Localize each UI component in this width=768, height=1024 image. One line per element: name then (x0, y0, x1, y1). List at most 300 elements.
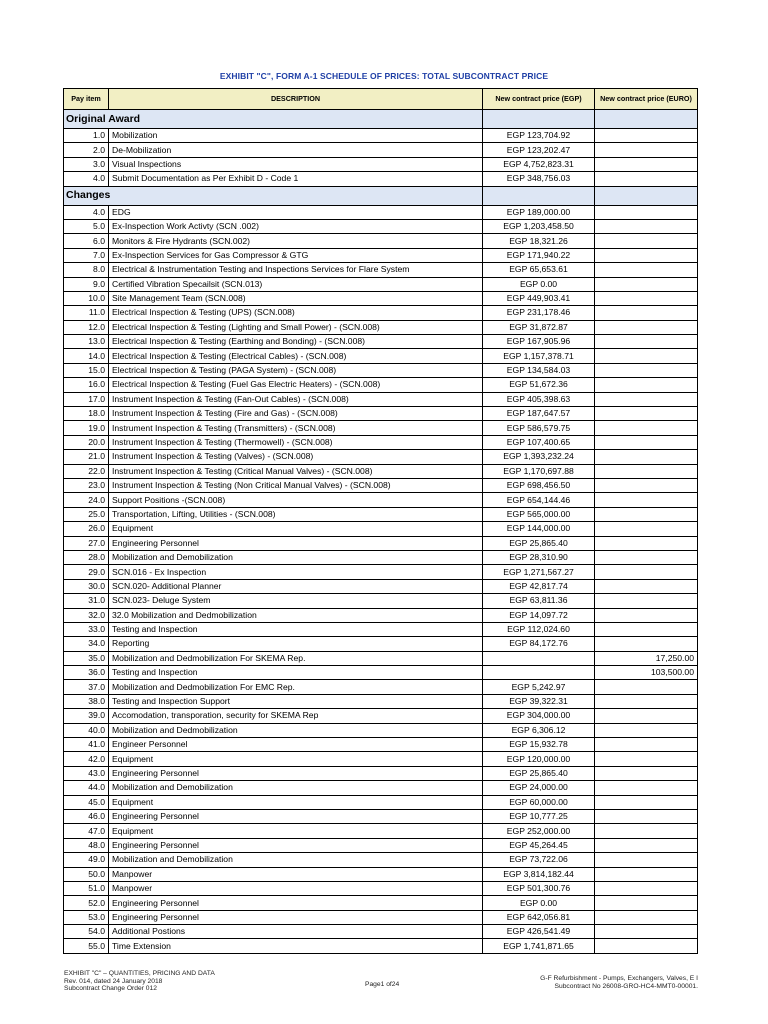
egp-price-cell: EGP 39,322.31 (483, 694, 595, 708)
egp-price-cell: EGP 304,000.00 (483, 709, 595, 723)
description-cell: Engineering Personnel (109, 896, 483, 910)
euro-price-cell (595, 766, 698, 780)
pay-item-cell: 19.0 (64, 421, 109, 435)
euro-price-cell (595, 824, 698, 838)
egp-price-cell: EGP 14,097.72 (483, 608, 595, 622)
euro-price-cell (595, 335, 698, 349)
euro-price-cell (595, 896, 698, 910)
table-row (64, 277, 698, 291)
footer-left (64, 970, 215, 993)
egp-price-cell: EGP 1,170,697.88 (483, 464, 595, 478)
table-row (64, 853, 698, 867)
pay-item-cell: 6.0 (64, 234, 109, 248)
egp-price-cell: EGP 112,024.60 (483, 622, 595, 636)
egp-price-cell: EGP 144,000.00 (483, 522, 595, 536)
table-row (64, 392, 698, 406)
footer-project: G-F Refurbishment - Pumps, Exchangers, Valves, E I (540, 975, 698, 982)
description-cell: Monitors & Fire Hydrants (SCN.002) (109, 234, 483, 248)
pay-item-cell: 34.0 (64, 637, 109, 651)
table-row (64, 795, 698, 809)
egp-price-cell: EGP 134,584.03 (483, 363, 595, 377)
section-label: Original Award (64, 110, 483, 129)
description-cell: Certified Vibration Specailsit (SCN.013) (109, 277, 483, 291)
description-cell: Electrical Inspection & Testing (Lighting and Small Power) - (SCN.008) (109, 320, 483, 334)
pay-item-cell: 36.0 (64, 666, 109, 680)
egp-price-cell: EGP 252,000.00 (483, 824, 595, 838)
description-cell: Electrical & Instrumentation Testing and Inspections Services for Flare System (109, 263, 483, 277)
footer-exhibit: EXHIBIT "C" – QUANTITIES, PRICING AND DATA (64, 970, 215, 977)
table-row (64, 637, 698, 651)
euro-price-cell (595, 925, 698, 939)
pay-item-cell: 35.0 (64, 651, 109, 665)
pay-item-cell: 11.0 (64, 306, 109, 320)
table-row (64, 565, 698, 579)
table-row (64, 594, 698, 608)
pay-item-cell: 21.0 (64, 450, 109, 464)
table-row (64, 867, 698, 881)
egp-price-cell: EGP 42,817.74 (483, 579, 595, 593)
pay-item-cell: 42.0 (64, 752, 109, 766)
pay-item-cell: 55.0 (64, 939, 109, 953)
euro-price-cell (595, 608, 698, 622)
table-row (64, 781, 698, 795)
description-cell: Testing and Inspection Support (109, 694, 483, 708)
pay-item-cell: 50.0 (64, 867, 109, 881)
egp-price-cell: EGP 3,814,182.44 (483, 867, 595, 881)
pay-item-cell: 48.0 (64, 838, 109, 852)
description-cell: Mobilization and Demobilization (109, 853, 483, 867)
table-row (64, 925, 698, 939)
euro-price-cell (595, 320, 698, 334)
pay-item-cell: 26.0 (64, 522, 109, 536)
table-row (64, 335, 698, 349)
egp-price-cell: EGP 4,752,823.31 (483, 157, 595, 171)
pay-item-cell: 20.0 (64, 435, 109, 449)
description-cell: Additional Postions (109, 925, 483, 939)
table-row (64, 248, 698, 262)
table-row (64, 435, 698, 449)
section-header-row (64, 186, 698, 205)
pay-item-cell: 4.0 (64, 172, 109, 186)
euro-price-cell (595, 522, 698, 536)
description-cell: Electrical Inspection & Testing (PAGA System) - (SCN.008) (109, 363, 483, 377)
table-row (64, 694, 698, 708)
description-cell: Ex-Inspection Work Activty (SCN .002) (109, 219, 483, 233)
footer-subcontract-no: Subcontract No 26008-GRO-HC4-MMT0-00001. (554, 982, 698, 990)
egp-price-cell: EGP 18,321.26 (483, 234, 595, 248)
egp-price-cell: EGP 5,242.97 (483, 680, 595, 694)
table-row (64, 896, 698, 910)
description-cell: De-Mobilization (109, 143, 483, 157)
table-row (64, 838, 698, 852)
description-cell: Support Positions -(SCN.008) (109, 493, 483, 507)
description-cell: Mobilization and Dedmobilization For EMC Rep. (109, 680, 483, 694)
section-label: Changes (64, 186, 483, 205)
description-cell: Engineering Personnel (109, 809, 483, 823)
pay-item-cell: 5.0 (64, 219, 109, 233)
euro-price-cell (595, 752, 698, 766)
section-euro-cell (595, 110, 698, 129)
egp-price-cell: EGP 123,704.92 (483, 129, 595, 143)
egp-price-cell: EGP 171,940.22 (483, 248, 595, 262)
euro-price-cell (595, 248, 698, 262)
description-cell: Visual Inspections (109, 157, 483, 171)
table-row (64, 507, 698, 521)
description-cell: Manpower (109, 867, 483, 881)
pay-item-cell: 23.0 (64, 478, 109, 492)
description-cell: Equipment (109, 795, 483, 809)
egp-price-cell (483, 651, 595, 665)
table-row (64, 651, 698, 665)
table-row (64, 263, 698, 277)
pay-item-cell: 45.0 (64, 795, 109, 809)
table-row (64, 306, 698, 320)
table-row (64, 205, 698, 219)
euro-price-cell (595, 129, 698, 143)
pay-item-cell: 29.0 (64, 565, 109, 579)
table-row (64, 881, 698, 895)
description-cell: Instrument Inspection & Testing (Transmitters) - (SCN.008) (109, 421, 483, 435)
pay-item-cell: 43.0 (64, 766, 109, 780)
header-description: DESCRIPTION (109, 89, 483, 110)
euro-price-cell (595, 277, 698, 291)
egp-price-cell: EGP 189,000.00 (483, 205, 595, 219)
description-cell: SCN.016 - Ex Inspection (109, 565, 483, 579)
euro-price-cell (595, 939, 698, 953)
egp-price-cell: EGP 348,756.03 (483, 172, 595, 186)
description-cell: Mobilization and Dedmobilization For SKEMA Rep. (109, 651, 483, 665)
description-cell: Site Management Team (SCN.008) (109, 291, 483, 305)
egp-price-cell: EGP 60,000.00 (483, 795, 595, 809)
description-cell: Equipment (109, 824, 483, 838)
pay-item-cell: 13.0 (64, 335, 109, 349)
egp-price-cell: EGP 10,777.25 (483, 809, 595, 823)
description-cell: Instrument Inspection & Testing (Valves) - (SCN.008) (109, 450, 483, 464)
pay-item-cell: 40.0 (64, 723, 109, 737)
pay-item-cell: 24.0 (64, 493, 109, 507)
egp-price-cell: EGP 0.00 (483, 896, 595, 910)
description-cell: Time Extension (109, 939, 483, 953)
table-row (64, 723, 698, 737)
description-cell: Engineering Personnel (109, 536, 483, 550)
table-row (64, 464, 698, 478)
euro-price-cell (595, 157, 698, 171)
pay-item-cell: 17.0 (64, 392, 109, 406)
euro-price-cell (595, 435, 698, 449)
header-pay-item: Pay item (64, 89, 109, 110)
egp-price-cell: EGP 167,905.96 (483, 335, 595, 349)
egp-price-cell: EGP 654,144.46 (483, 493, 595, 507)
egp-price-cell: EGP 642,056.81 (483, 910, 595, 924)
pay-item-cell: 1.0 (64, 129, 109, 143)
table-row (64, 622, 698, 636)
euro-price-cell (595, 349, 698, 363)
table-row (64, 680, 698, 694)
description-cell: Testing and Inspection (109, 622, 483, 636)
description-cell: Engineering Personnel (109, 838, 483, 852)
euro-price-cell (595, 622, 698, 636)
egp-price-cell: EGP 25,865.40 (483, 766, 595, 780)
euro-price-cell (595, 680, 698, 694)
pay-item-cell: 4.0 (64, 205, 109, 219)
pay-item-cell: 51.0 (64, 881, 109, 895)
pay-item-cell: 28.0 (64, 550, 109, 564)
footer-right (540, 975, 698, 990)
pay-item-cell: 9.0 (64, 277, 109, 291)
table-row (64, 421, 698, 435)
euro-price-cell (595, 709, 698, 723)
table-row (64, 522, 698, 536)
table-row (64, 129, 698, 143)
egp-price-cell: EGP 1,157,378.71 (483, 349, 595, 363)
egp-price-cell: EGP 449,903.41 (483, 291, 595, 305)
pay-item-cell: 44.0 (64, 781, 109, 795)
euro-price-cell (595, 378, 698, 392)
table-row (64, 550, 698, 564)
euro-price-cell (595, 363, 698, 377)
egp-price-cell: EGP 84,172.76 (483, 637, 595, 651)
egp-price-cell (483, 666, 595, 680)
table-row (64, 579, 698, 593)
euro-price-cell (595, 219, 698, 233)
table-row (64, 766, 698, 780)
euro-price-cell (595, 450, 698, 464)
description-cell: Ex-Inspection Services for Gas Compressor & GTG (109, 248, 483, 262)
description-cell: SCN.020- Additional Planner (109, 579, 483, 593)
description-cell: Instrument Inspection & Testing (Fan-Out Cables) - (SCN.008) (109, 392, 483, 406)
egp-price-cell: EGP 51,672.36 (483, 378, 595, 392)
egp-price-cell: EGP 231,178.46 (483, 306, 595, 320)
pay-item-cell: 53.0 (64, 910, 109, 924)
description-cell: Mobilization and Demobilization (109, 550, 483, 564)
pay-item-cell: 41.0 (64, 738, 109, 752)
pay-item-cell: 7.0 (64, 248, 109, 262)
pay-item-cell: 12.0 (64, 320, 109, 334)
egp-price-cell: EGP 6,306.12 (483, 723, 595, 737)
description-cell: Electrical Inspection & Testing (Fuel Gas Electric Heaters) - (SCN.008) (109, 378, 483, 392)
euro-price-cell (595, 306, 698, 320)
table-row (64, 172, 698, 186)
euro-price-cell: 17,250.00 (595, 651, 698, 665)
table-row (64, 378, 698, 392)
egp-price-cell: EGP 1,203,458.50 (483, 219, 595, 233)
euro-price-cell (595, 637, 698, 651)
egp-price-cell: EGP 65,653.61 (483, 263, 595, 277)
description-cell: Engineering Personnel (109, 910, 483, 924)
egp-price-cell: EGP 24,000.00 (483, 781, 595, 795)
description-cell: Electrical Inspection & Testing (UPS) (SCN.008) (109, 306, 483, 320)
pay-item-cell: 2.0 (64, 143, 109, 157)
euro-price-cell (595, 781, 698, 795)
description-cell: Engineer Personnel (109, 738, 483, 752)
euro-price-cell (595, 579, 698, 593)
euro-price-cell (595, 723, 698, 737)
description-cell: Mobilization and Demobilization (109, 781, 483, 795)
table-row (64, 478, 698, 492)
euro-price-cell (595, 263, 698, 277)
pay-item-cell: 18.0 (64, 407, 109, 421)
table-row (64, 450, 698, 464)
description-cell: Electrical Inspection & Testing (Earthing and Bonding) - (SCN.008) (109, 335, 483, 349)
table-row (64, 824, 698, 838)
pay-item-cell: 52.0 (64, 896, 109, 910)
description-cell: Mobilization and Dedmobilization (109, 723, 483, 737)
table-row (64, 291, 698, 305)
section-egp-cell (483, 110, 595, 129)
euro-price-cell (595, 143, 698, 157)
table-row (64, 709, 698, 723)
table-row (64, 910, 698, 924)
description-cell: Mobilization (109, 129, 483, 143)
egp-price-cell: EGP 1,393,232.24 (483, 450, 595, 464)
euro-price-cell (595, 493, 698, 507)
page-title: EXHIBIT "C", FORM A-1 SCHEDULE OF PRICES: TOTAL SUBCONTRACT PRICE (219, 71, 549, 81)
pay-item-cell: 10.0 (64, 291, 109, 305)
euro-price-cell (595, 738, 698, 752)
egp-price-cell: EGP 405,398.63 (483, 392, 595, 406)
egp-price-cell: EGP 187,647.57 (483, 407, 595, 421)
table-row (64, 608, 698, 622)
table-row (64, 157, 698, 171)
euro-price-cell (595, 172, 698, 186)
table-row (64, 493, 698, 507)
schedule-of-prices-table (63, 88, 698, 954)
egp-price-cell: EGP 15,932.78 (483, 738, 595, 752)
pay-item-cell: 38.0 (64, 694, 109, 708)
euro-price-cell (595, 910, 698, 924)
euro-price-cell (595, 478, 698, 492)
table-row (64, 143, 698, 157)
pay-item-cell: 54.0 (64, 925, 109, 939)
euro-price-cell (595, 809, 698, 823)
table-row (64, 349, 698, 363)
egp-price-cell: EGP 25,865.40 (483, 536, 595, 550)
table-row (64, 219, 698, 233)
euro-price-cell (595, 565, 698, 579)
euro-price-cell (595, 838, 698, 852)
euro-price-cell: 103,500.00 (595, 666, 698, 680)
header-egp-price: New contract price (EGP) (483, 89, 595, 110)
euro-price-cell (595, 464, 698, 478)
pay-item-cell: 27.0 (64, 536, 109, 550)
egp-price-cell: EGP 120,000.00 (483, 752, 595, 766)
pay-item-cell: 32.0 (64, 608, 109, 622)
description-cell: Engineering Personnel (109, 766, 483, 780)
description-cell: Instrument Inspection & Testing (Fire and Gas) - (SCN.008) (109, 407, 483, 421)
description-cell: Instrument Inspection & Testing (Non Critical Manual Valves) - (SCN.008) (109, 478, 483, 492)
section-header-row (64, 110, 698, 129)
euro-price-cell (595, 594, 698, 608)
table-row (64, 234, 698, 248)
footer-revision: Rev. 014, dated 24 January 2018 (64, 977, 163, 985)
description-cell: Equipment (109, 522, 483, 536)
egp-price-cell: EGP 31,872.87 (483, 320, 595, 334)
euro-price-cell (595, 507, 698, 521)
section-egp-cell (483, 186, 595, 205)
pay-item-cell: 25.0 (64, 507, 109, 521)
pay-item-cell: 46.0 (64, 809, 109, 823)
pay-item-cell: 22.0 (64, 464, 109, 478)
description-cell: SCN.023- Deluge System (109, 594, 483, 608)
pay-item-cell: 16.0 (64, 378, 109, 392)
egp-price-cell: EGP 698,456.50 (483, 478, 595, 492)
description-cell: Instrument Inspection & Testing (Critical Manual Valves) - (SCN.008) (109, 464, 483, 478)
euro-price-cell (595, 392, 698, 406)
egp-price-cell: EGP 107,400.65 (483, 435, 595, 449)
description-cell: Accomodation, transporation, security for SKEMA Rep (109, 709, 483, 723)
table-row (64, 809, 698, 823)
pay-item-cell: 30.0 (64, 579, 109, 593)
table-row (64, 363, 698, 377)
euro-price-cell (595, 536, 698, 550)
table-row (64, 738, 698, 752)
description-cell: Reporting (109, 637, 483, 651)
pay-item-cell: 8.0 (64, 263, 109, 277)
egp-price-cell: EGP 1,741,871.65 (483, 939, 595, 953)
egp-price-cell: EGP 63,811.36 (483, 594, 595, 608)
euro-price-cell (595, 407, 698, 421)
euro-price-cell (595, 550, 698, 564)
egp-price-cell: EGP 565,000.00 (483, 507, 595, 521)
egp-price-cell: EGP 123,202.47 (483, 143, 595, 157)
egp-price-cell: EGP 501,300.76 (483, 881, 595, 895)
egp-price-cell: EGP 1,271,567.27 (483, 565, 595, 579)
page-number: Page1 of24 (365, 981, 400, 988)
pay-item-cell: 31.0 (64, 594, 109, 608)
description-cell: Submit Documentation as Per Exhibit D - Code 1 (109, 172, 483, 186)
egp-price-cell: EGP 426,541.49 (483, 925, 595, 939)
euro-price-cell (595, 853, 698, 867)
description-cell: Testing and Inspection (109, 666, 483, 680)
egp-price-cell: EGP 28,310.90 (483, 550, 595, 564)
egp-price-cell: EGP 45,264.45 (483, 838, 595, 852)
pay-item-cell: 47.0 (64, 824, 109, 838)
description-cell: EDG (109, 205, 483, 219)
euro-price-cell (595, 694, 698, 708)
table-row (64, 536, 698, 550)
table-row (64, 666, 698, 680)
table-row (64, 752, 698, 766)
description-cell: Instrument Inspection & Testing (Thermowell) - (SCN.008) (109, 435, 483, 449)
pay-item-cell: 39.0 (64, 709, 109, 723)
description-cell: Transportation, Lifting, Utilities - (SCN.008) (109, 507, 483, 521)
egp-price-cell: EGP 0.00 (483, 277, 595, 291)
table-row (64, 407, 698, 421)
pay-item-cell: 3.0 (64, 157, 109, 171)
egp-price-cell: EGP 73,722.06 (483, 853, 595, 867)
egp-price-cell: EGP 586,579.75 (483, 421, 595, 435)
section-euro-cell (595, 186, 698, 205)
table-header-row (64, 89, 698, 110)
pay-item-cell: 49.0 (64, 853, 109, 867)
header-euro-price: New contract price (EURO) (595, 89, 698, 110)
description-cell: Manpower (109, 881, 483, 895)
table-body (64, 110, 698, 954)
footer-change-order: Subcontract Change Order 012 (64, 985, 157, 992)
pay-item-cell: 37.0 (64, 680, 109, 694)
pay-item-cell: 15.0 (64, 363, 109, 377)
euro-price-cell (595, 205, 698, 219)
table-row (64, 939, 698, 953)
description-cell: 32.0 Mobilization and Dedmobilization (109, 608, 483, 622)
euro-price-cell (595, 795, 698, 809)
description-cell: Equipment (109, 752, 483, 766)
table-row (64, 320, 698, 334)
pay-item-cell: 33.0 (64, 622, 109, 636)
euro-price-cell (595, 867, 698, 881)
pay-item-cell: 14.0 (64, 349, 109, 363)
description-cell: Electrical Inspection & Testing (Electrical Cables) - (SCN.008) (109, 349, 483, 363)
